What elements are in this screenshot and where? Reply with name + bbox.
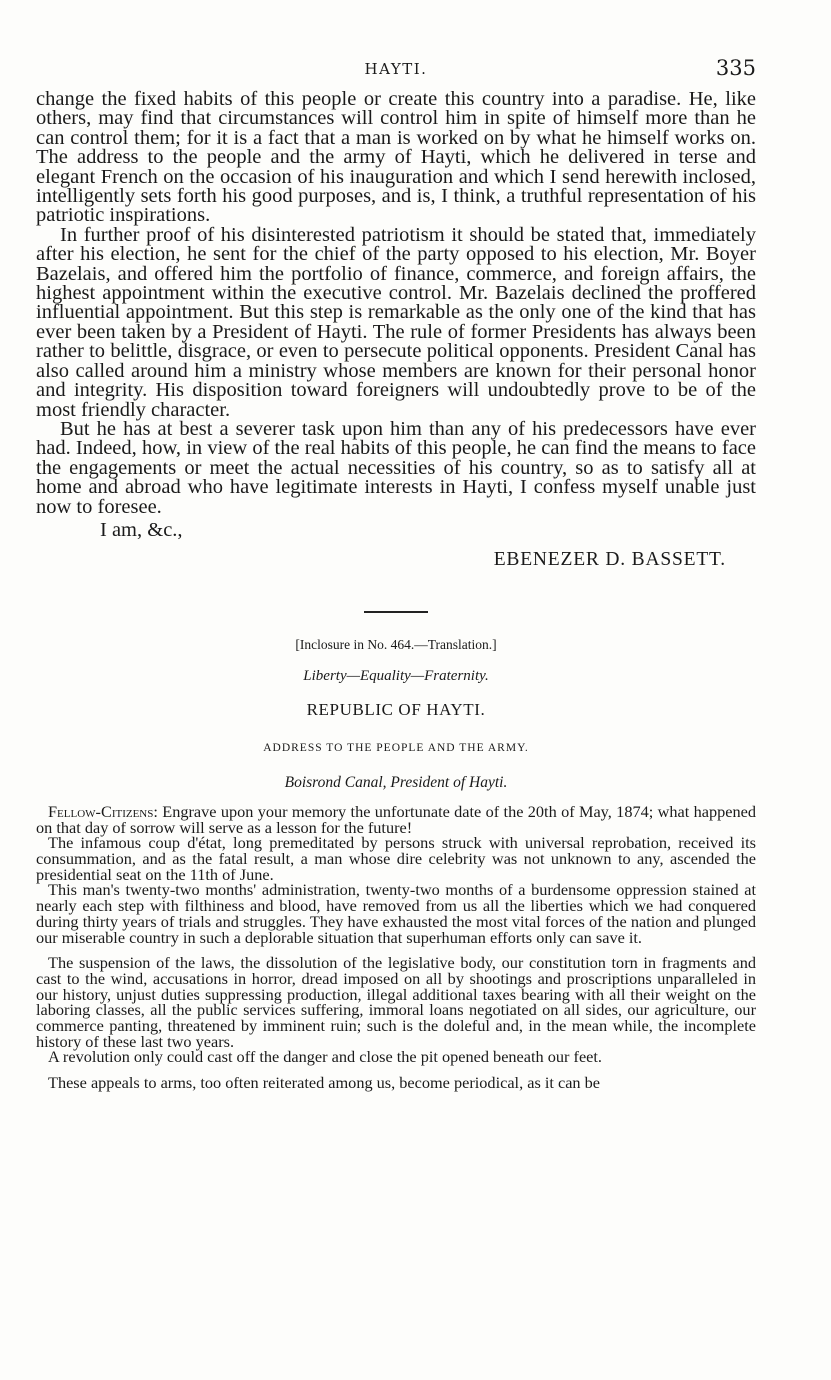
document-page — [36, 56, 756, 1091]
inclosure-label: [Inclosure in No. 464.—Translation.] — [295, 636, 497, 652]
letter-paragraph-1: change the fixed habits of this people or create this country into a paradise. He, like others, may find that circumstances will control him in spite of himself more than he can control them; for it is a fact that a man is worked on by what he himself works on. The address to the people and the army of Hayti, which he delivered in terse and elegant French on the occasion of his inauguration and which I send herewith inclosed, intelligently sets forth his good purposes, and is, I think, a truthful representation of his patriotic inspirations. — [36, 88, 756, 227]
republic-heading: REPUBLIC OF HAYTI. — [306, 699, 486, 719]
letter-paragraph-2: In further proof of his disinterested patriotism it should be stated that, immediately after his election, he sent for the chief of the party opposed to his election, Mr. Boyer Bazelais, and offered him the portfolio of finance, commerce, and foreign affairs, the highest appointment within the executive control. Mr. Bazelais declined the proffered influential appointment. But this step is remarkable as the only one of the kind that has ever been taken by a President of Hayti. The rule of former Presidents has always been rather to belittle, disgrace, or even to persecute political opponents. President Canal has also called around him a ministry whose members are known for their personal honor and integrity. His disposition toward foreigners will undoubtedly prove to be of the most friendly character. — [36, 223, 756, 421]
address-paragraph-1 — [36, 801, 756, 837]
address-paragraph-5: A revolution only could cast off the danger and close the pit opened beneath our feet. — [48, 1047, 602, 1067]
address-paragraph-6: These appeals to arms, too often reiterated among us, become periodical, as it can be — [48, 1073, 600, 1093]
address-paragraph-3: This man's twenty-two months' administration, twenty-two months of a burdensome oppression stained at nearly each step with filthiness and blood, have removed from us all the liberties which we had conquered during thirty years of trials and struggles. They have exhausted the most vital forces of the nation and plunged our miserable country in such a deplorable situation that superhuman efforts only can save it. — [36, 880, 756, 947]
address-paragraph-4: The suspension of the laws, the dissolution of the legislative body, our constitution torn in fragments and cast to the wind, accusations in horror, dread imposed on all by shootings and proscriptions unparalleled in our history, unjust duties suppressing production, illegal additional taxes bearing with all their weight on the laboring classes, all the public services suffering, immoral loans negotiated on all sides, our agriculture, our commerce panting, threatened by imminent ruin; such is the doleful and, in the mean while, the incomplete history of these last two years. — [36, 953, 756, 1051]
running-head: HAYTI. — [364, 60, 428, 78]
signature: EBENEZER D. BASSETT. — [493, 548, 726, 570]
letter-closing: I am, &c., — [100, 518, 183, 541]
salutation: Fellow-Citizens: — [48, 801, 158, 821]
letter-paragraph-3: But he has at best a severer task upon him than any of his predecessors have ever had. Indeed, how, in view of the real habits of this people, he can find the means to face the engagements or meet the actual necessities of his country, so as to satisfy all at home and abroad who have legitimate interests in Hayti, I confess myself unable just now to foresee. — [36, 417, 756, 518]
address-paragraph-2: The infamous coup d'état, long premeditated by persons struck with universal reprobation, received its consummation, and as the fatal result, a man whose dire celebrity was not unknown to any, ascended the presidential seat on the 11th of June. — [36, 833, 756, 884]
motto: Liberty—Equality—Fraternity. — [303, 667, 489, 684]
byline: Boisrond Canal, President of Hayti. — [284, 773, 508, 791]
page-header — [36, 56, 756, 90]
section-divider — [364, 611, 428, 613]
address-paragraph-1-text: Engrave upon your memory the unfortunate date of the 20th of May, 1874; what happened on that day of sorrow will serve as a lesson for the future! — [36, 801, 756, 837]
page-number: 335 — [715, 56, 756, 80]
address-title: ADDRESS TO THE PEOPLE AND THE ARMY. — [263, 741, 529, 754]
